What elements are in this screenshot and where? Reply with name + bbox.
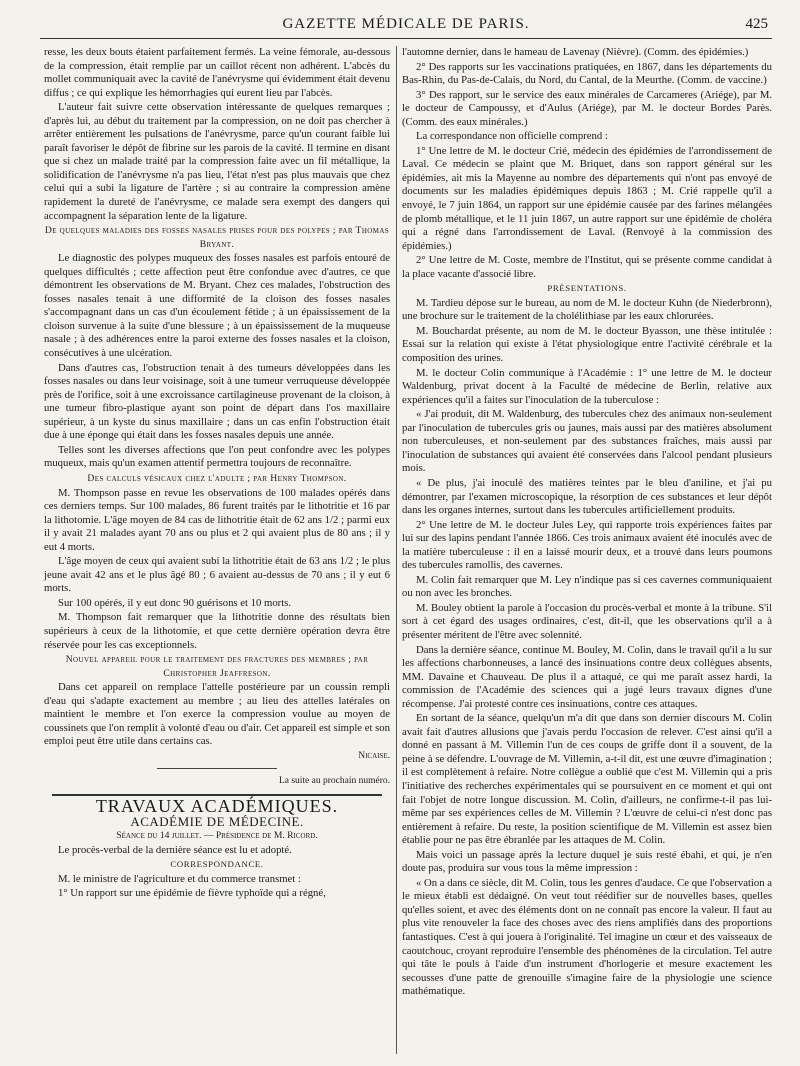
paragraph: M. Thompson fait remarquer que la lithotritie donne des résultats bien supérieurs à ceux de la lithotomie, et que cette dernière opération devra être réservée pour les cas exceptionnels. bbox=[44, 611, 390, 651]
section-heading: Des calculs vésicaux chez l'adulte ; par Henry Thompson. bbox=[87, 472, 347, 484]
column-divider bbox=[396, 46, 397, 1054]
paragraph: Le procès-verbal de la dernière séance est lu et adopté. bbox=[58, 843, 292, 856]
paragraph: M. Bouley obtient la parole à l'occasion du procès-verbal et monte à la tribune. S'il sort à cet égard des usages ordinaires, c'est, dit-il, que les observations qu'il a à présenter méritent de l'être avec solennité. bbox=[402, 601, 772, 641]
paragraph: « J'ai produit, dit M. Waldenburg, des tubercules chez des animaux non-seulement par l'inoculation de tubercules gris ou jaunes, mais aussi par des matières absolument non tuberculeuses, et non-seulement par des substances fraîches, mais aussi par l'inoculation de substances qui avaient été conservées dans l'alcool pendant plusieurs mois. bbox=[402, 408, 772, 475]
paragraph: 1° Un rapport sur une épidémie de fièvre typhoïde qui a régné, bbox=[58, 887, 326, 900]
page-number: 425 bbox=[745, 16, 768, 32]
right-column bbox=[402, 46, 772, 1000]
paragraph: resse, les deux bouts étaient parfaitement fermés. La veine fémorale, au-dessous de la compression, était remplie par un caillot récent non adhérent. L'abcès du mollet communiquait avec la cavité de l'anévrysme qui évidemment était devenu diffus ; ce qui explique les hémorrhagies qui eurent lieu par l'abcès. bbox=[44, 46, 390, 99]
paragraph: Mais voici un passage après la lecture duquel je suis resté ébahi, et qui, je n'en doute pas, produira sur vous tous la même impression : bbox=[402, 848, 772, 875]
author-signature: Nicaise. bbox=[358, 750, 390, 761]
paragraph: En sortant de la séance, quelqu'un m'a dit que dans son dernier discours M. Colin avait fait d'autres allusions que j'avais perdu l'occasion de relever. C'est ainsi qu'il a donné en passant à M. Villemin l'un de ces coups de griffe dont il a souvent, de la peine à se défendre. L'ouvrage de M. Villemin, a-t-il dit, est une œuvre d'imagination ; il est complètement à refaire. Notre collègue a oublié que c'est M. Villemin qui a pris l'initiative des recherches expérimentales qui se poursuivent en ce moment et qui ont fait l'objet de notre longue discussion. M. Colin, d'ailleurs, ne confirme-t-il pas lui-même par ses expériences celles de M. Villemin ? L'œuvre de celui-ci n'est donc pas entièrement à refaire. Du reste, la position scientifique de M. Villemin est assez bien établie pour ne pas être ébranlée par les attaques de M. Colin. bbox=[402, 712, 772, 847]
paragraph: Sur 100 opérés, il y eut donc 90 guérisons et 10 morts. bbox=[58, 596, 292, 609]
paragraph: 1° Une lettre de M. le docteur Crié, médecin des épidémies de l'arrondissement de Laval. Ce médecin se plaint que M. Briquet, dans son rapport général sur les épidémies, ait mis la Mayenne au nombre des départements qui n'ont pas envoyé de documents sur les maladies épidémiques depuis 1863 ; M. Crié rappelle qu'il a envoyé, le 7 juin 1864, un rapport sur une épidémie causée par des farines mélangées de plomb métallique, et le 11 juin 1867, un autre rapport sur une épidémie de choléra qui a régné dans l'arrondissement de Laval. (Renvoyé à la commission des épidémies.) bbox=[402, 144, 772, 252]
section-heading: De quelques maladies des fosses nasales prises pour des polypes ; par Thomas Bryant. bbox=[44, 225, 390, 250]
paragraph: 2° Une lettre de M. Coste, membre de l'Institut, qui se présente comme candidat à la place vacante d'associé libre. bbox=[402, 254, 772, 280]
journal-title: GAZETTE MÉDICALE DE PARIS. bbox=[282, 16, 530, 32]
paragraph: Le diagnostic des polypes muqueux des fosses nasales est parfois entouré de quelques difficultés ; cette affection peut être confondue avec d'autres, ce que démontrent les observations de M. Bryant. Chez ces malades, l'obstruction des fosses nasales tenait à une difformité de la cloison des fosses nasales s'accompagnant dans un cas d'un écoulement fétide ; à un épaississement de la cloison survenue à la suite d'une blessure ; à un épaississement de la muqueuse nasale ; à des adhérences entre la paroi externe des fosses nasales et la cloison, consécutives à une ulcération. bbox=[44, 252, 390, 360]
correspondence-heading: CORRESPONDANCE. bbox=[170, 859, 264, 870]
divider-rule bbox=[157, 768, 277, 769]
paragraph: 2° Des rapports sur les vaccinations pratiquées, en 1867, dans les départements du Bas-Rhin, du Pas-de-Calais, du Nord, du Cantal, de la Meurthe. (Comm. de vaccine.) bbox=[402, 60, 772, 87]
paragraph: 2° Une lettre de M. le docteur Jules Ley, qui rapporte trois expériences faites par lui sur des lapins pendant l'année 1866. Ces trois animaux avaient été inoculés avec de la matière tuberculeuse : il en a laissé mourir deux, et a trouvé dans leurs poumons des tubercules ramollis, des cavernes. bbox=[402, 518, 772, 572]
page-header bbox=[40, 16, 772, 38]
header-rule bbox=[40, 38, 772, 39]
paragraph: M. le ministre de l'agriculture et du commerce transmet : bbox=[58, 872, 301, 885]
paragraph: L'âge moyen de ceux qui avaient subi la lithotritie était de 63 ans 1/2 ; le plus jeune avait 42 ans et le plus âgé 80 ; 6 avaient au-dessus de 70 ans ; il y eut 6 morts. bbox=[44, 555, 390, 595]
paragraph: Dans d'autres cas, l'obstruction tenait à des tumeurs développées dans les fosses nasales ou dans leur voisinage, soit à une tumeur verruqueuse développée près de l'orifice, soit à une excroissance cartilagineuse provenant de la cloison, à une tumeur fibro-plastique ayant son point de départ dans l'os maxillaire supérieur, à un kyste du sinus maxillaire ; dans un cas enfin l'obstruction était due à une éponge qui était dans les fosses nasales depuis une année. bbox=[44, 361, 390, 442]
paragraph: Dans cet appareil on remplace l'attelle postérieure par un coussin rempli d'eau qui s'adapte exactement au membre ; au lieu des attelles latérales on maintient le membre et l'on exerce la compression voulue au moyen de coussinets que l'on remplit à volonté d'eau ou d'air. Cet appareil est simple et son emploi peut être utile dans certains cas. bbox=[44, 681, 390, 748]
presentations-heading: PRÉSENTATIONS. bbox=[547, 283, 627, 294]
paragraph: M. le docteur Colin communique à l'Académie : 1° une lettre de M. le docteur Waldenburg, privat docent à la Faculté de médecine de Berlin, relative aux expériences qu'il a faites sur l'inoculation de la tuberculose : bbox=[402, 366, 772, 406]
paragraph: La correspondance non officielle comprend : bbox=[416, 130, 608, 143]
paragraph: Dans la dernière séance, continue M. Bouley, M. Colin, dans le travail qu'il a lu sur les affections charbonneuses, a lancé des insinuations contre deux collègues absents, MM. Davaine et Chauveau. De plus il a attaqué, ce qui me paraît assez hardi, la commission de l'Académie des sciences qui a jugé leurs travaux dignes d'une récompense. J'ai protesté contre ces insinuations, contre ces attaques. bbox=[402, 643, 772, 710]
paragraph: M. Thompson passe en revue les observations de 100 malades opérés dans ces derniers temps. Sur 100 malades, 86 furent traités par le lithotritie et 16 par la lithotomie. L'âge moyen de 84 cas de lithotritie était de 62 ans 1/2 ; parmi eux il y avait 21 malades ayant 70 ans ou plus et 2 qui avaient plus de 80 ans ; il y eut 4 morts. bbox=[44, 486, 390, 553]
paragraph: L'auteur fait suivre cette observation intéressante de quelques remarques ; d'après lui, au début du traitement par la compression, on ne doit pas chercher à arrêter entièrement les pulsations de l'anévrysme, parce qu'un courant faible lui paraît favoriser le dépôt de fibrine sur les parois de la cavité. Il termine en disant que si chez un malade traité par la compression faite avec un fil métallique, la solidification de l'anévrysme n'a pas lieu, l'état n'est pas plus mauvais que chez celui qui a subi la ligature de l'artère ; si au contraire la compression amène rapidement la dureté de l'anévrysme, ce malade sera exempt des dangers qui accompagnent la séparation lente de la ligature. bbox=[44, 101, 390, 222]
paragraph: « On a dans ce siècle, dit M. Colin, tous les genres d'audace. Ce que l'observation a le mieux établi est dédaigné. On veut tout réédifier sur de nouvelles bases, quelles qu'elles soient, et avec des éléments dont on ne connaît pas encore la valeur. Il faut au plus vite renouveler la face des choses avec des riens amplifiés dans des proportions fantastiques. C'est à qui jouera à l'originalité. Tel imagine un cœur et des vaisseaux de caoutchouc, croyant reproduire l'ensemble des phénomènes de la circulation. Tel autre qui tâte le pouls à l'aide d'un instrument d'horlogerie et mesure exactement les secousses d'une patte de grenouille s'imagine faire de la physiologie une science mathématique. bbox=[402, 876, 772, 998]
paragraph: 3° Des rapport, sur le service des eaux minérales de Carcameres (Ariége), par M. le docteur de Campoussy, et d'Aulus (Ariége), par M. le docteur Bordes Parès. (Comm. des eaux minérales.) bbox=[402, 88, 772, 128]
paragraph: M. Colin fait remarquer que M. Ley n'indique pas si ces cavernes communiquaient ou non avec les bronches. bbox=[402, 573, 772, 600]
section-title: TRAVAUX ACADÉMIQUES. bbox=[95, 795, 339, 816]
paragraph: « De plus, j'ai inoculé des matières teintes par le bleu d'aniline, et j'ai pu démontrer, par l'examen microscopique, la résorption de ces substances et leur dépôt dans les organes internes, surtout dans les tubercules artificiellement produits. bbox=[402, 476, 772, 517]
paragraph: l'automne dernier, dans le hameau de Lavenay (Nièvre). (Comm. des épidémies.) bbox=[402, 46, 749, 58]
paragraph: Telles sont les diverses affections que l'on peut confondre avec les polypes muqueux, mais qu'un examen attentif permettra toujours de reconnaître. bbox=[44, 443, 390, 470]
session-line: Séance du 14 juillet. — Présidence de M. Ricord. bbox=[116, 830, 318, 842]
section-heading: Nouvel appareil pour le traitement des fractures des membres ; par Christopher Jeaffreson. bbox=[65, 654, 369, 679]
paragraph: M. Tardieu dépose sur le bureau, au nom de M. le docteur Kuhn (de Niederbronn), une brochure sur le traitement de la cholélithiase par les eaux chlorurées. bbox=[402, 296, 772, 323]
paragraph: M. Bouchardat présente, au nom de M. le docteur Byasson, une thèse intitulée : Essai sur la relation qui existe à l'état physiologique entre l'activité cérébrale et la composition des urines. bbox=[402, 324, 772, 365]
left-column bbox=[44, 46, 390, 902]
academy-heading: ACADÉMIE DE MÉDECINE. bbox=[130, 813, 304, 829]
continued-note: La suite au prochain numéro. bbox=[278, 776, 390, 787]
